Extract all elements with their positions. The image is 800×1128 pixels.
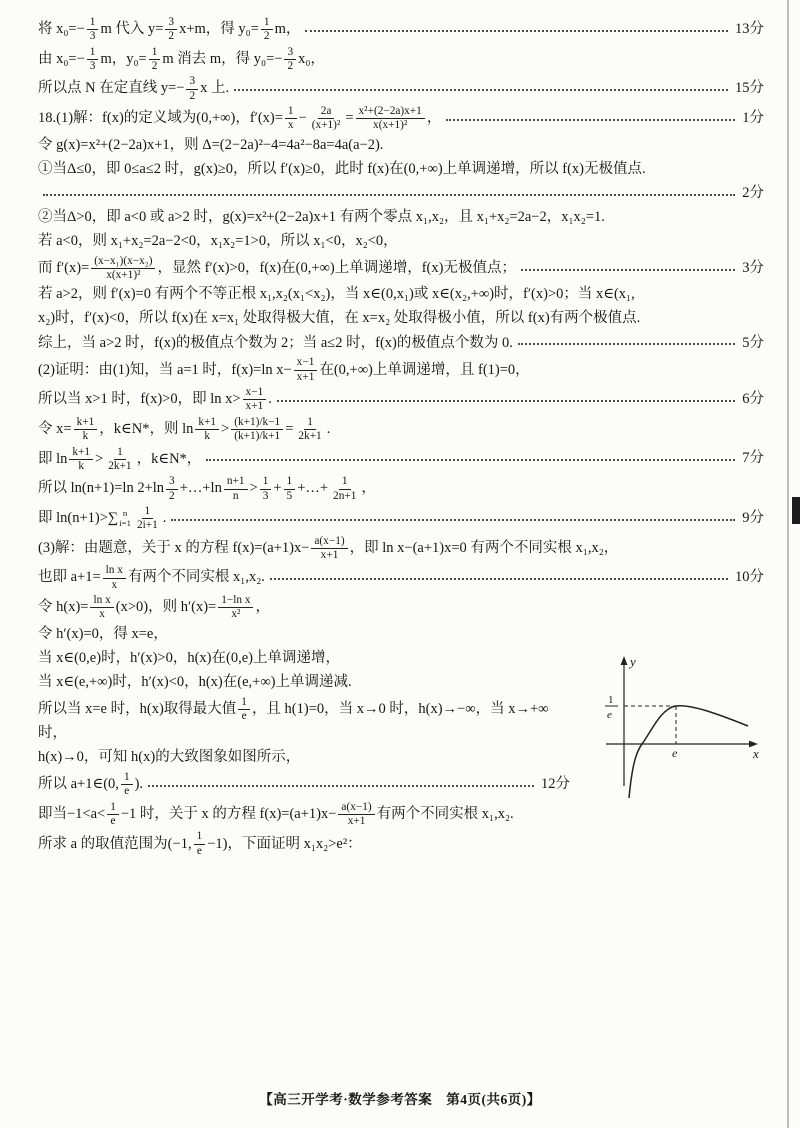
answer-line-text: 18.(1)解：f(x)的定义域为(0,+∞)，f′(x)= $\frac{1}{x}$ − $\frac{2a}{\text{(x+1)²}}$ = $\frac{\text{x²+(2−2a)x+1}}{\text{x(x+1)²}}$ ， xyxy=(38,105,442,132)
fraction: $\frac{\text{1−ln x}}{\text{x²}}$ xyxy=(218,594,253,622)
dotted-leader xyxy=(518,343,735,345)
answer-line xyxy=(38,332,764,354)
fraction: $\frac{1}{e}$ xyxy=(194,830,206,858)
fraction: $\frac{1}{2k+1}$ xyxy=(108,445,132,472)
answer-line-text: 当 x∈(e,+∞)时，h′(x)<0，h(x)在(e,+∞)上单调递减. xyxy=(38,673,352,690)
answer-line xyxy=(38,801,764,829)
score-mark: 13分 xyxy=(735,20,764,37)
graph-peak-x-label: e xyxy=(672,745,678,760)
answer-sheet-content xyxy=(38,14,764,860)
fraction: $\frac{1}{5}$ xyxy=(284,475,296,503)
fraction: $\frac{3}{2}$ xyxy=(284,46,296,74)
dotted-leader xyxy=(270,578,728,580)
fraction: $\frac{\text{x²+(2−2a)x+1}}{\text{x(x+1)²}}$ xyxy=(356,105,425,133)
answer-line-text: 所以当 x>1 时，f(x)>0，即 ln x> $\frac{x-1}{x+1}$ . xyxy=(38,386,272,413)
answer-line xyxy=(38,46,764,74)
answer-line xyxy=(38,505,764,533)
answer-line xyxy=(38,594,764,622)
fraction: $\frac{\text{ln x}}{x}$ xyxy=(103,564,126,592)
answer-line xyxy=(38,75,764,103)
dotted-leader xyxy=(305,30,728,32)
score-mark: 12分 xyxy=(541,776,570,793)
fraction: $\frac{1}{e}$ xyxy=(107,801,119,829)
answer-line xyxy=(38,207,764,229)
answer-line-text: 若 a<0，则 x₁+x₂=2a−2<0，x₁x₂=1>0，所以 x₁<0，x₂<0， xyxy=(38,232,398,249)
fraction: $\frac{1}{2n+1}$ xyxy=(333,475,357,502)
fraction: $\frac{2a}{\text{(x+1)²}}$ xyxy=(311,105,341,132)
scan-edge-mark xyxy=(792,497,800,524)
answer-line-text: x₂)时，f′(x)<0，所以 f(x)在 x=x₁ 处取得极大值，在 x=x₂ 处取得极小值，所以 f(x)有两个极值点. xyxy=(38,310,641,327)
answer-line xyxy=(38,446,764,474)
dotted-leader xyxy=(234,89,728,91)
answer-line-text: 将 x₀=− $\frac{1}{3}$ m 代入 y= $\frac{3}{2}$ x+m，得 y₀= $\frac{1}{2}$ m， xyxy=(38,16,301,43)
fraction: $\frac{1}{x}$ xyxy=(285,105,297,133)
answer-line xyxy=(38,416,764,444)
score-mark: 1分 xyxy=(742,110,764,127)
score-mark: 9分 xyxy=(742,509,764,526)
answer-line xyxy=(38,183,764,205)
fraction: $\frac{3}{2}$ xyxy=(166,475,178,503)
answer-line-text: 若 a>2，则 f′(x)=0 有两个不等正根 x₁,x₂(x₁<x₂)，当 x∈(0,x₁)或 x∈(x₂,+∞)时，f′(x)>0；当 x∈(x₁, xyxy=(38,286,635,303)
answer-line xyxy=(38,771,570,799)
answer-line xyxy=(38,535,764,563)
fraction: $\frac{a(x-1)}{x+1}$ xyxy=(338,801,374,829)
fraction: $\frac{1}{3}$ xyxy=(87,16,99,44)
fraction: $\frac{1}{e}$ xyxy=(121,771,133,799)
page-footer: 【高三开学考·数学参考答案 第4页(共6页)】 xyxy=(259,1092,541,1107)
fraction: $\frac{1}{3}$ xyxy=(87,46,99,74)
answer-line-text: 所以点 N 在定直线 y=− $\frac{3}{2}$ x 上. xyxy=(38,75,230,102)
answer-line-text: 即 ln(n+1)>∑ n i=1 $\frac{1}{2i+1}$ . xyxy=(38,504,167,532)
answer-line xyxy=(38,475,764,503)
answer-line-text: ①当Δ≤0，即 0≤a≤2 时，g(x)≥0，所以 f′(x)≥0，此时 f(x)在(0,+∞)上单调递增，所以 f(x)无极值点. xyxy=(38,160,646,177)
dotted-leader xyxy=(446,119,735,121)
fraction: $\frac{x-1}{x+1}$ xyxy=(243,386,267,414)
fraction: $\frac{k+1}{k}$ xyxy=(195,416,219,444)
dotted-leader xyxy=(171,519,735,521)
answer-line-text: h(x)→0，可知 h(x)的大致图象如图所示， xyxy=(38,749,301,766)
answer-lines xyxy=(38,16,764,858)
answer-line-text: 令 h(x)= $\frac{\text{ln x}}{x}$ (x>0)，则 h′(x)= $\frac{\text{1−ln x}}{\text{x²}}$ ， xyxy=(38,593,270,621)
curve-hx xyxy=(629,705,748,797)
fraction: $\frac{3}{2}$ xyxy=(165,16,177,44)
fraction: $\frac{a(x-1)}{x+1}$ xyxy=(311,535,347,563)
fraction: $\frac{3}{2}$ xyxy=(186,75,198,103)
answer-line-text: 所以当 x=e 时，h(x)取得最大值 $\frac{1}{e}$ ，且 h(1)=0，当 x→0 时，h(x)→−∞，当 x→+∞时， xyxy=(38,695,549,742)
fraction: $\frac{k+1}{k}$ xyxy=(74,416,98,444)
score-mark: 10分 xyxy=(735,569,764,586)
score-mark: 3分 xyxy=(742,259,764,276)
answer-line xyxy=(38,308,764,330)
answer-line xyxy=(38,159,764,181)
fraction: $\frac{(k+1)/k-1}{(k+1)/k+1}$ xyxy=(231,416,283,444)
fraction: $\frac{1}{2k+1}$ xyxy=(298,415,322,443)
graph-max-label-den: e xyxy=(607,708,612,721)
answer-line xyxy=(38,830,764,858)
fraction: $\frac{1}{2}$ xyxy=(261,16,273,44)
answer-line xyxy=(38,356,764,384)
scan-edge-line xyxy=(787,0,789,1128)
answer-line-text: ②当Δ>0，即 a<0 或 a>2 时，g(x)=x²+(2−2a)x+1 有两个零点 x₁,x₂，且 x₁+x₂=2a−2，x₁x₂=1. xyxy=(38,208,605,225)
dotted-leader xyxy=(521,269,735,271)
fraction: $\frac{\text{(x−x₁)(x−x₂)}}{\text{x(x+1)²}}$ xyxy=(91,255,155,283)
answer-line-text: 由 x₀=− $\frac{1}{3}$ m，y₀= $\frac{1}{2}$ m 消去 m，得 y₀=− $\frac{3}{2}$ x₀， xyxy=(38,45,325,73)
answer-line-text: 所以 a+1∈(0, $\frac{1}{e}$ ). xyxy=(38,771,144,798)
answer-line-text: 所以 ln(n+1)=ln 2+ln $\frac{3}{2}$ +…+ln $\frac{n+1}{n}$ > $\frac{1}{3}$ + $\frac{1}{5}$ +…+ $\frac{1}{2n+1}$ ， xyxy=(38,475,376,502)
answer-line-text: (3)解：由题意，关于 x 的方程 f(x)=(a+1)x− $\frac{a(x-1)}{x+1}$ ，即 ln x−(a+1)x=0 有两个不同实根 x₁,x₂， xyxy=(38,534,619,561)
answer-line-text: 即 ln $\frac{k+1}{k}$ > $\frac{1}{2k+1}$ ，k∈N*， xyxy=(38,445,202,472)
answer-line-text: 令 g(x)=x²+(2−2a)x+1，则 Δ=(2−2a)²−4=4a²−8a=4a(a−2). xyxy=(38,136,384,153)
fraction: $\frac{1}{2i+1}$ xyxy=(136,504,158,532)
answer-line-text: 当 x∈(0,e)时，h′(x)>0，h(x)在(0,e)上单调递增， xyxy=(38,649,340,666)
answer-line xyxy=(38,564,764,592)
fraction: $\frac{1}{3}$ xyxy=(260,475,272,503)
answer-line xyxy=(38,135,764,157)
answer-line xyxy=(38,624,764,646)
fraction: $\frac{1}{e}$ xyxy=(238,696,250,724)
function-graph xyxy=(584,650,764,800)
y-axis-arrow xyxy=(621,656,628,665)
score-mark: 2分 xyxy=(742,184,764,201)
answer-line-text: 即当−1<a< $\frac{1}{e}$ −1 时，关于 x 的方程 f(x)=(a+1)x− $\frac{a(x-1)}{x+1}$ 有两个不同实根 x₁,x₂. xyxy=(38,800,514,828)
dotted-leader xyxy=(277,400,735,402)
dotted-leader xyxy=(43,194,735,196)
graph-y-label: y xyxy=(630,653,636,669)
fraction: $\frac{n+1}{n}$ xyxy=(224,475,248,503)
limit-stack: n i=1 xyxy=(119,508,131,528)
graph-x-label: x xyxy=(753,745,759,761)
score-mark: 6分 xyxy=(742,391,764,408)
score-mark: 5分 xyxy=(742,334,764,351)
answer-line xyxy=(38,16,764,44)
answer-line-text: (2)证明：由(1)知，当 a=1 时，f(x)=ln x− $\frac{x-1}{x+1}$ 在(0,+∞)上单调递增，且 f(1)=0， xyxy=(38,356,530,383)
answer-line-text: 所求 a 的取值范围为(−1, $\frac{1}{e}$ −1)，下面证明 x₁x₂>e²： xyxy=(38,830,362,857)
answer-line xyxy=(38,386,764,414)
fraction: $\frac{1}{2}$ xyxy=(149,46,161,74)
dotted-leader xyxy=(206,459,735,461)
answer-line xyxy=(38,105,764,133)
answer-line-text: 令 x= $\frac{k+1}{k}$ ，k∈N*，则 ln $\frac{k+1}{k}$ > $\frac{(k+1)/k-1}{(k+1)/k+1}$ = $\frac{1}{2k+1}$ . xyxy=(38,415,331,443)
score-mark: 15分 xyxy=(735,80,764,97)
graph-max-label-num: 1 xyxy=(608,693,614,706)
score-mark: 7分 xyxy=(742,450,764,467)
answer-line-text: 而 f′(x)= $\frac{\text{(x−x₁)(x−x₂)}}{\text{x(x+1)²}}$ ，显然 f′(x)>0，f(x)在(0,+∞)上单调递增，f(x)无极值点； xyxy=(38,254,516,282)
answer-line xyxy=(38,255,764,283)
answer-line-text: 令 h′(x)=0，得 x=e， xyxy=(38,625,168,642)
answer-line-text: 也即 a+1= $\frac{\text{ln x}}{x}$ 有两个不同实根 x₁,x₂. xyxy=(38,564,265,591)
answer-line xyxy=(38,284,764,306)
fraction: $\frac{k+1}{k}$ xyxy=(69,446,93,474)
fraction: $\frac{\text{ln x}}{x}$ xyxy=(90,594,113,622)
fraction: $\frac{x-1}{x+1}$ xyxy=(294,356,318,384)
answer-line xyxy=(38,231,764,253)
answer-line-text: 综上，当 a>2 时，f(x)的极值点个数为 2；当 a≤2 时，f(x)的极值点个数为 0. xyxy=(38,334,513,351)
dotted-leader xyxy=(148,785,534,787)
